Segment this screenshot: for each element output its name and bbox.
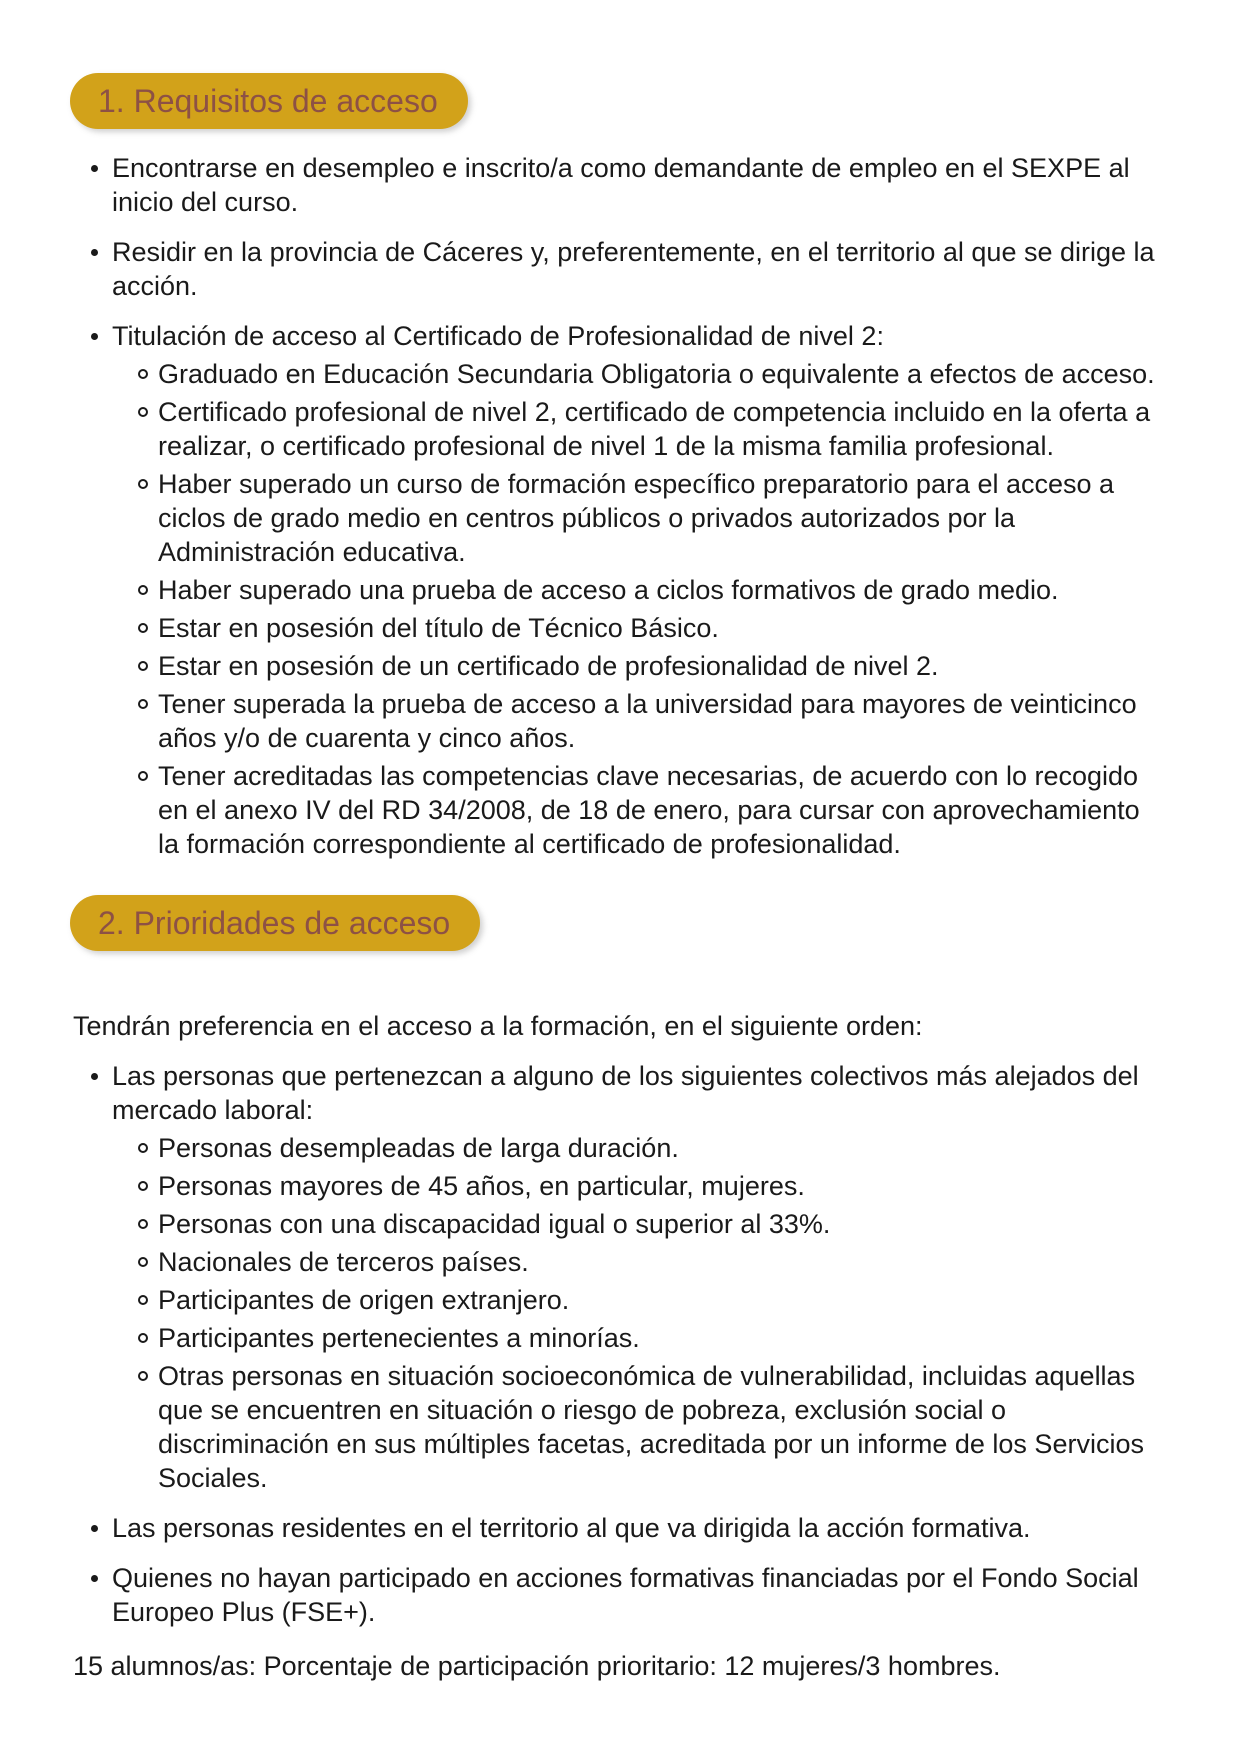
document-content xyxy=(70,73,1172,1629)
list-item xyxy=(70,1511,1172,1545)
list-item-text: Quienes no hayan participado en acciones formativas financiadas por el Fondo Social Europeo Plus (FSE+). xyxy=(112,1563,1139,1627)
sub-list-item: Personas con una discapacidad igual o superior al 33%. xyxy=(112,1207,1158,1241)
list-item-text: Las personas residentes en el territorio al que va dirigida la acción formativa. xyxy=(112,1513,1031,1543)
section-2-intro: Tendrán preferencia en el acceso a la formación, en el siguiente orden: xyxy=(73,1011,923,1041)
list-item xyxy=(70,151,1172,219)
sub-list-item: Haber superado un curso de formación específico preparatorio para el acceso a ciclos de grado medio en centros públicos o privados autorizados por la Administración educativa. xyxy=(112,467,1158,569)
list-item-text: Residir en la provincia de Cáceres y, preferentemente, en el territorio al que se dirige la acción. xyxy=(112,237,1155,301)
sub-list-item: Participantes pertenecientes a minorías. xyxy=(112,1321,1158,1355)
sub-list-item: Nacionales de terceros países. xyxy=(112,1245,1158,1279)
sub-list-item: Otras personas en situación socioeconómica de vulnerabilidad, incluidas aquellas que se encuentren en situación o riesgo de pobreza, exclusión social o discriminación en sus múltiples facetas, acreditada por un informe de los Servicios Sociales. xyxy=(112,1359,1158,1495)
section-1-list xyxy=(70,151,1172,861)
sub-list-item: Tener acreditadas las competencias clave necesarias, de acuerdo con lo recogido en el anexo IV del RD 34/2008, de 18 de enero, para cursar con aprovechamiento la formación correspondiente al certificado de profesionalidad. xyxy=(112,759,1158,861)
section-1-badge: 1. Requisitos de acceso xyxy=(70,73,468,129)
sub-list xyxy=(112,357,1158,861)
sub-list-item: Estar en posesión del título de Técnico Básico. xyxy=(112,611,1158,645)
list-item xyxy=(70,1059,1172,1495)
list-item xyxy=(70,235,1172,303)
list-item-text: Las personas que pertenezcan a alguno de los siguientes colectivos más alejados del mercado laboral: xyxy=(112,1061,1139,1125)
list-item-text: Titulación de acceso al Certificado de Profesionalidad de nivel 2: xyxy=(112,321,884,351)
sub-list xyxy=(112,1131,1158,1495)
sub-list-item: Graduado en Educación Secundaria Obligatoria o equivalente a efectos de acceso. xyxy=(112,357,1158,391)
list-item xyxy=(70,319,1172,861)
section-2-badge: 2. Prioridades de acceso xyxy=(70,895,480,951)
sub-list-item: Personas mayores de 45 años, en particular, mujeres. xyxy=(112,1169,1158,1203)
list-item xyxy=(70,1561,1172,1629)
participants-note: 15 alumnos/as: Porcentaje de participación prioritario: 12 mujeres/3 hombres. xyxy=(73,1651,1001,1681)
sub-list-item: Tener superada la prueba de acceso a la universidad para mayores de veinticinco años y/o de cuarenta y cinco años. xyxy=(112,687,1158,755)
sub-list-item: Certificado profesional de nivel 2, certificado de competencia incluido en la oferta a realizar, o certificado profesional de nivel 1 de la misma familia profesional. xyxy=(112,395,1158,463)
section-1 xyxy=(70,73,1172,861)
sub-list-item: Personas desempleadas de larga duración. xyxy=(112,1131,1158,1165)
sub-list-item: Participantes de origen extranjero. xyxy=(112,1283,1158,1317)
sub-list-item: Estar en posesión de un certificado de profesionalidad de nivel 2. xyxy=(112,649,1158,683)
list-item-text: Encontrarse en desempleo e inscrito/a como demandante de empleo en el SEXPE al inicio del curso. xyxy=(112,153,1130,217)
section-2-list xyxy=(70,1059,1172,1629)
sub-list-item: Haber superado una prueba de acceso a ciclos formativos de grado medio. xyxy=(112,573,1158,607)
section-2 xyxy=(70,895,1172,1629)
